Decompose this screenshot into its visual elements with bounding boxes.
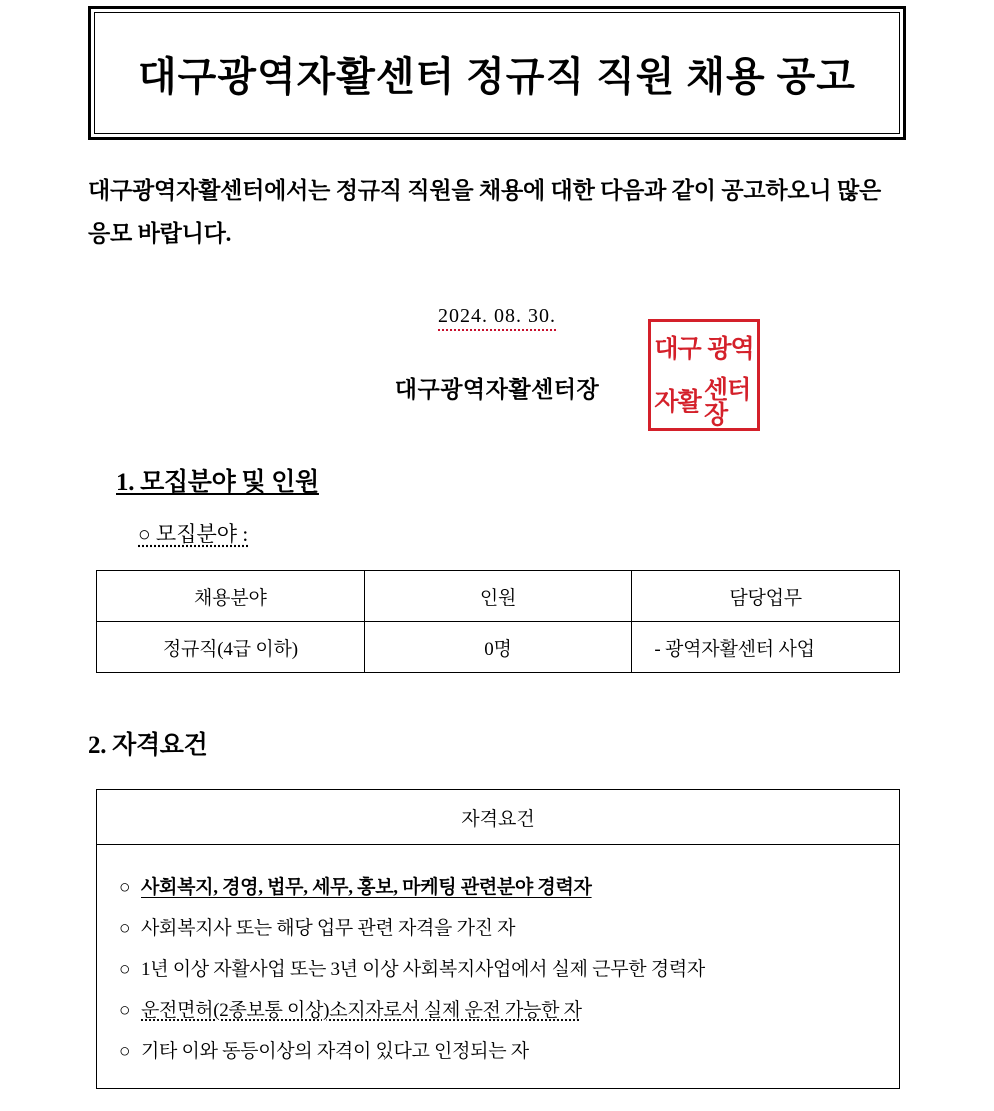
table-row (97, 622, 900, 673)
page-title: 대구광역자활센터 정규직 직원 채용 공고 (138, 53, 856, 99)
bullet-icon: ○ (119, 959, 131, 981)
section1-heading: 1. 모집분야 및 인원 (116, 469, 319, 497)
table-header-row (97, 790, 900, 845)
list-item-label: 사회복지사 또는 해당 업무 관련 자격을 가진 자 (141, 918, 516, 940)
qualifications-table (96, 789, 900, 1089)
list-item-label: 기타 이와 동등이상의 자격이 있다고 인정되는 자 (141, 1041, 529, 1063)
column-header-field: 채용분야 (97, 571, 365, 622)
bullet-icon: ○ (119, 1000, 131, 1022)
list-item (97, 947, 899, 988)
section2-heading: 2. 자격요건 (88, 732, 208, 760)
list-item (97, 1029, 899, 1070)
intro-paragraph: 대구광역자활센터에서는 정규직 직원을 채용에 대한 다음과 같이 공고하오니 많은 응모 바랍니다. (88, 178, 882, 246)
section1-subheading: ○ 모집분야 : (138, 522, 249, 547)
title-box (88, 6, 906, 140)
qualifications-cell (97, 845, 900, 1089)
signature-name: 대구광역자활센터장 (394, 377, 600, 403)
column-header-qualifications: 자격요건 (97, 790, 900, 845)
list-item-label: 사회복지, 경영, 법무, 세무, 홍보, 마케팅 관련분야 경력자 (141, 877, 592, 899)
document-page (0, 6, 994, 1111)
list-item (97, 988, 899, 1029)
title-box-inner (94, 12, 900, 134)
announcement-date-text: 2024. 08. 30. (438, 305, 556, 331)
column-header-duties: 담당업무 (632, 571, 900, 622)
seal-char-2: 광역 (707, 334, 754, 364)
cell-duties: - 광역자활센터 사업 (632, 622, 900, 673)
list-item-label: 운전면허(2종보통 이상)소지자로서 실제 운전 가능한 자 (141, 1000, 582, 1022)
list-item (97, 865, 899, 906)
seal-char-4: 센터장 (704, 374, 751, 429)
seal-char-1: 대구 (654, 334, 701, 364)
bullet-icon: ○ (119, 1041, 131, 1063)
table-header-row (97, 571, 900, 622)
signature-row (88, 334, 906, 429)
column-header-count: 인원 (364, 571, 632, 622)
cell-field: 정규직(4급 이하) (97, 622, 365, 673)
recruitment-table (96, 570, 900, 673)
bullet-icon: ○ (119, 918, 131, 940)
seal-char-3: 자활 (654, 387, 701, 417)
table-row (97, 845, 900, 1089)
bullet-icon: ○ (119, 877, 131, 899)
list-item (97, 906, 899, 947)
announcement-date (88, 305, 906, 331)
list-item-label: 1년 이상 자활사업 또는 3년 이상 사회복지사업에서 실제 근무한 경력자 (141, 959, 705, 981)
official-seal-icon (648, 319, 760, 431)
cell-count: 0명 (364, 622, 632, 673)
